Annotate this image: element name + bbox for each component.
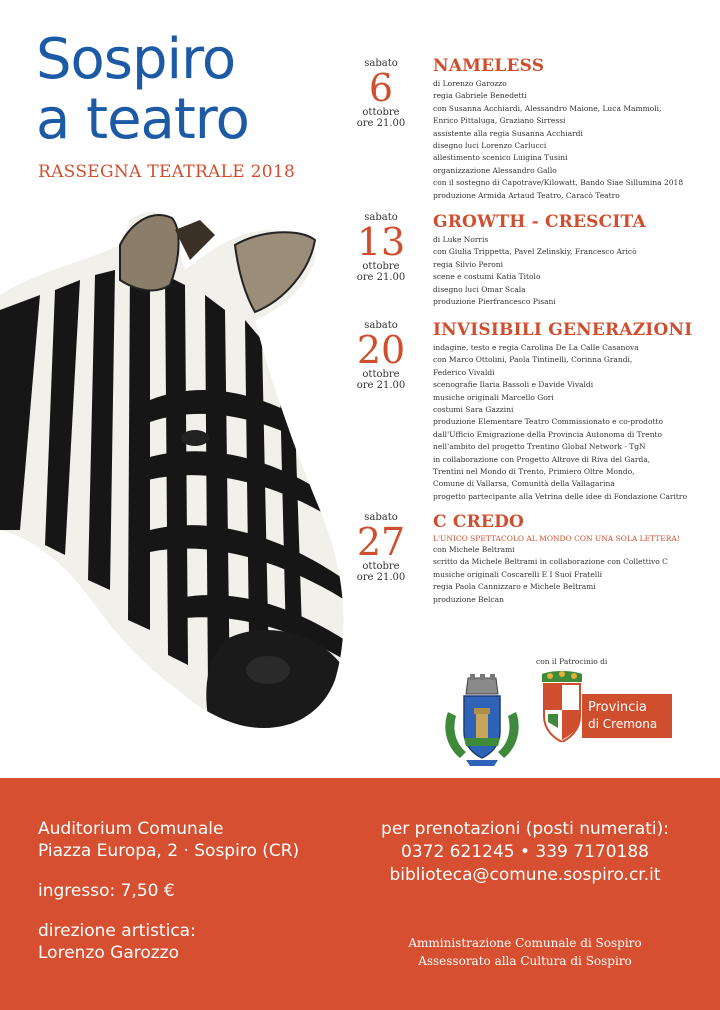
show-credit: Comune di Vallarsa, Comunità della Vallagarina (433, 479, 615, 489)
title-line-2: a teatro (36, 87, 249, 152)
show-credit: produzione Pierfrancesco Pisani (433, 297, 556, 307)
show-tagline: L'UNICO SPETTACOLO AL MONDO CON UNA SOLA LETTERA! (433, 534, 680, 543)
show-date (345, 320, 417, 391)
show-credit: Enrico Pittaluga, Graziano Sirressi (433, 116, 566, 126)
title-line-1: Sospiro (36, 27, 236, 92)
show-month: ottobre (362, 261, 400, 272)
show-info (433, 320, 720, 503)
admin-line-2: Assessorato alla Cultura di Sospiro (418, 954, 632, 968)
show-title: NAMELESS (433, 56, 545, 76)
show-credit: produzione Elementare Teatro Commissionato e co-prodotto (433, 417, 664, 427)
venue-info (38, 818, 358, 964)
show-day-number: 6 (368, 66, 394, 110)
show-day-name: sabato (364, 212, 398, 223)
show-credit: allestimento scenico Luigina Tusini (433, 153, 568, 163)
venue-name: Auditorium Comunale (38, 819, 224, 839)
show-date (345, 512, 417, 583)
show-credit: musiche originali Marcello Gori (433, 392, 554, 402)
show-month: ottobre (362, 369, 400, 380)
provincia-line-2: di Cremona (588, 717, 658, 731)
show-day-number: 13 (356, 220, 406, 264)
provincia-cremona-logo (538, 670, 674, 742)
show-credit: di Luke Norris (433, 235, 489, 244)
booking-phones[interactable]: 0372 621245 • 339 7170188 (401, 842, 649, 862)
direction-name: Lorenzo Garozzo (38, 943, 180, 963)
show-date (345, 212, 417, 283)
show-credit: dall'Ufficio Emigrazione della Provincia Autonoma di Trento (433, 429, 663, 439)
show-credit: regia Silvio Peroni (433, 259, 504, 269)
zebra-image (0, 200, 350, 745)
show-credit: produzione Armida Artaud Teatro, Caracò Teatro (433, 190, 620, 200)
show-credit: regia Paola Cannizzaro e Michele Beltrami (433, 582, 596, 592)
show-month: ottobre (362, 107, 400, 118)
patrocinio-label: con il Patrocinio di (536, 657, 608, 666)
show-time: ore 21.00 (356, 272, 406, 283)
show-credit: indagine, testo e regia Carolina De La Calle Casanova (433, 343, 639, 352)
show-day-name: sabato (364, 320, 398, 331)
show-credit: con Giulia Trippetta, Pavel Zelinskiy, Francesco Aricò (433, 247, 637, 257)
show-credit: Federico Vivaldi (433, 367, 495, 377)
show-day-name: sabato (364, 512, 398, 523)
show-credit: in collaborazione con Progetto Altrove di Riva del Garda, (433, 454, 651, 464)
show-credit: assistente alla regia Susanna Acchiardi (433, 128, 583, 138)
show-date (345, 58, 417, 129)
show-time: ore 21.00 (356, 118, 406, 129)
show-credit: musiche originali Coscarelli E I Suoi Fratelli (433, 569, 602, 579)
booking-label: per prenotazioni (posti numerati): (381, 819, 669, 839)
show-day-number: 27 (356, 520, 406, 564)
show-credit: di Lorenzo Garozzo (433, 79, 507, 88)
admin-line-1: Amministrazione Comunale di Sospiro (408, 936, 642, 950)
show-month: ottobre (362, 561, 400, 572)
show-title: INVISIBILI GENERAZIONI (433, 320, 693, 340)
show-info (433, 56, 720, 202)
venue-address: Piazza Europa, 2 · Sospiro (CR) (38, 841, 300, 861)
show-credit: con Marco Ottolini, Paola Tintinelli, Corinna Grandi, (433, 355, 633, 365)
show-day-number: 20 (356, 328, 406, 372)
show-credit: nell'ambito del progetto Trentino Global Network - TgN (433, 442, 646, 452)
provincia-label-box (582, 694, 672, 738)
provincia-crest-icon (538, 670, 586, 742)
show-credit: scene e costumi Katia Titolo (433, 272, 541, 282)
booking-email[interactable]: biblioteca@comune.sospiro.cr.it (389, 865, 661, 885)
show-credit: scenografie Ilaria Bassoli e Davide Vivaldi (433, 380, 594, 390)
show-time: ore 21.00 (356, 380, 406, 391)
show-credit: con il sostegno di Capotrave/Kilowatt, Bando Siae Sillumina 2018 (433, 178, 684, 188)
show-credit: scritto da Michele Beltrami in collaborazione con Collettivo C (433, 557, 668, 567)
show-credit: regia Gabriele Benedetti (433, 91, 527, 101)
show-day-name: sabato (364, 58, 398, 69)
show-credit: organizzazione Alessandro Gallo (433, 165, 557, 175)
show-credit: costumi Sara Gazzini (433, 405, 514, 415)
show-credit: progetto partecipante alla Vetrina delle idee di Fondazione Caritro (433, 491, 688, 501)
show-credit: con Michele Beltrami (433, 545, 515, 554)
page-title (36, 27, 336, 152)
booking-info (365, 818, 685, 887)
show-time: ore 21.00 (356, 572, 406, 583)
ticket-price: ingresso: 7,50 € (38, 881, 175, 901)
show-credit: con Susanna Acchiardi, Alessandro Maione, Luca Mammoli, (433, 103, 662, 113)
show-credit: disegno luci Omar Scala (433, 284, 526, 294)
show-info (433, 212, 720, 308)
provincia-line-1: Provincia (588, 700, 647, 715)
show-credit: produzione Belcan (433, 594, 504, 604)
show-credit: disegno luci Lorenzo Carlucci (433, 141, 547, 151)
show-info (433, 512, 720, 606)
organizer-info (365, 934, 685, 970)
show-credit: Trentini nel Mondo di Trento, Primiero Oltre Mondo, (433, 467, 635, 477)
direction-label: direzione artistica: (38, 921, 196, 941)
show-title: C CREDO (433, 512, 525, 532)
comune-coat-of-arms-icon (440, 672, 524, 768)
page-subtitle: RASSEGNA TEATRALE 2018 (38, 162, 296, 182)
show-title: GROWTH - CRESCITA (433, 212, 646, 232)
footer-banner (0, 778, 720, 1010)
